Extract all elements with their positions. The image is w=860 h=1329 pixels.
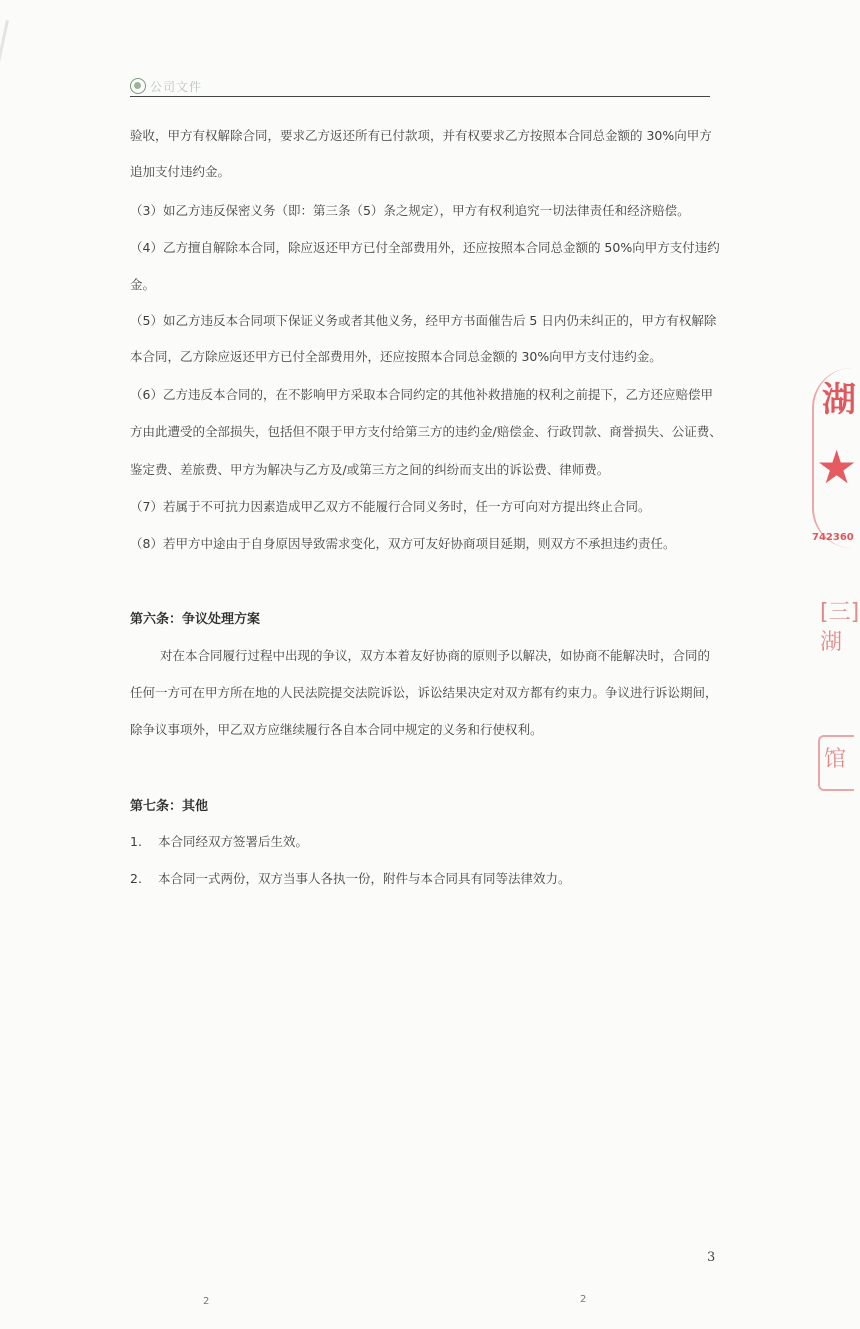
seal-char-top: 湖 [822, 380, 856, 420]
section7-item-text: 本合同一式两份，双方当事人各执一份，附件与本合同具有同等法律效力。 [158, 871, 571, 886]
clause-line: 鉴定费、差旅费、甲方为解决与乙方及/或第三方之间的纠纷而支出的诉讼费、律师费。 [130, 462, 610, 477]
clause-line: 方由此遭受的全部损失，包括但不限于甲方支付给第三方的违约金/赔偿金、行政罚款、商誉损失、公证费、 [130, 424, 722, 439]
clause-line: （3）如乙方违反保密义务（即：第三条（5）条之规定），甲方有权利追究一切法律责任和经济赔偿。 [130, 203, 690, 218]
section7-item-number: 1. [130, 834, 142, 849]
clause-line: 验收，甲方有权解除合同，要求乙方返还所有已付款项，并有权要求乙方按照本合同总金额的 30%向甲方 [130, 128, 712, 143]
section7-item-number: 2. [130, 871, 142, 886]
footer-mark: 2 [580, 1294, 587, 1305]
section6-line: 对在本合同履行过程中出现的争议，双方本着友好协商的原则予以解决，如协商不能解决时，合同的 [160, 648, 711, 663]
seal-code: 742360 [812, 532, 854, 543]
clause-line: 金。 [130, 277, 156, 292]
section7-title: 第七条：其他 [130, 799, 209, 814]
page-number: 3 [707, 1250, 716, 1265]
section6-line: 除争议事项外，甲乙双方应继续履行各自本合同中规定的义务和行使权利。 [130, 722, 543, 737]
clause-line: 本合同，乙方除应返还甲方已付全部费用外，还应按照本合同总金额的 30%向甲方支付违约金。 [130, 349, 662, 364]
scan-artifact [0, 20, 9, 192]
seal-char-mid: [三] 湖 [820, 600, 860, 655]
section6-line: 任何一方可在甲方所在地的人民法院提交法院诉讼，诉讼结果决定对双方都有约束力。争议进行诉讼期间， [130, 685, 718, 700]
company-logo-icon [130, 78, 146, 94]
header-company-text: 公司文件 [150, 80, 203, 94]
clause-line: （5）如乙方违反本合同项下保证义务或者其他义务，经甲方书面催告后 5 日内仍未纠正的，甲方有权解除 [130, 313, 717, 328]
section7-item-text: 本合同经双方签署后生效。 [158, 834, 309, 849]
clause-line: （8）若甲方中途由于自身原因导致需求变化，双方可友好协商项目延期，则双方不承担违约责任。 [130, 536, 676, 551]
seal-star-icon: ★ [816, 440, 858, 494]
clause-line: （4）乙方擅自解除本合同，除应返还甲方已付全部费用外，还应按照本合同总金额的 50%向甲方支付违约 [130, 240, 720, 255]
section6-title: 第六条：争议处理方案 [130, 612, 261, 627]
clause-line: 追加支付违约金。 [130, 164, 231, 179]
clause-line: （6）乙方违反本合同的，在不影响甲方采取本合同约定的其他补救措施的权利之前提下，乙方还应赔偿甲 [130, 387, 713, 402]
seal-char-bottom: 馆 [824, 747, 847, 772]
footer-mark: 2 [203, 1296, 210, 1307]
page-header [130, 76, 710, 97]
clause-line: （7）若属于不可抗力因素造成甲乙双方不能履行合同义务时，任一方可向对方提出终止合同。 [130, 499, 651, 514]
